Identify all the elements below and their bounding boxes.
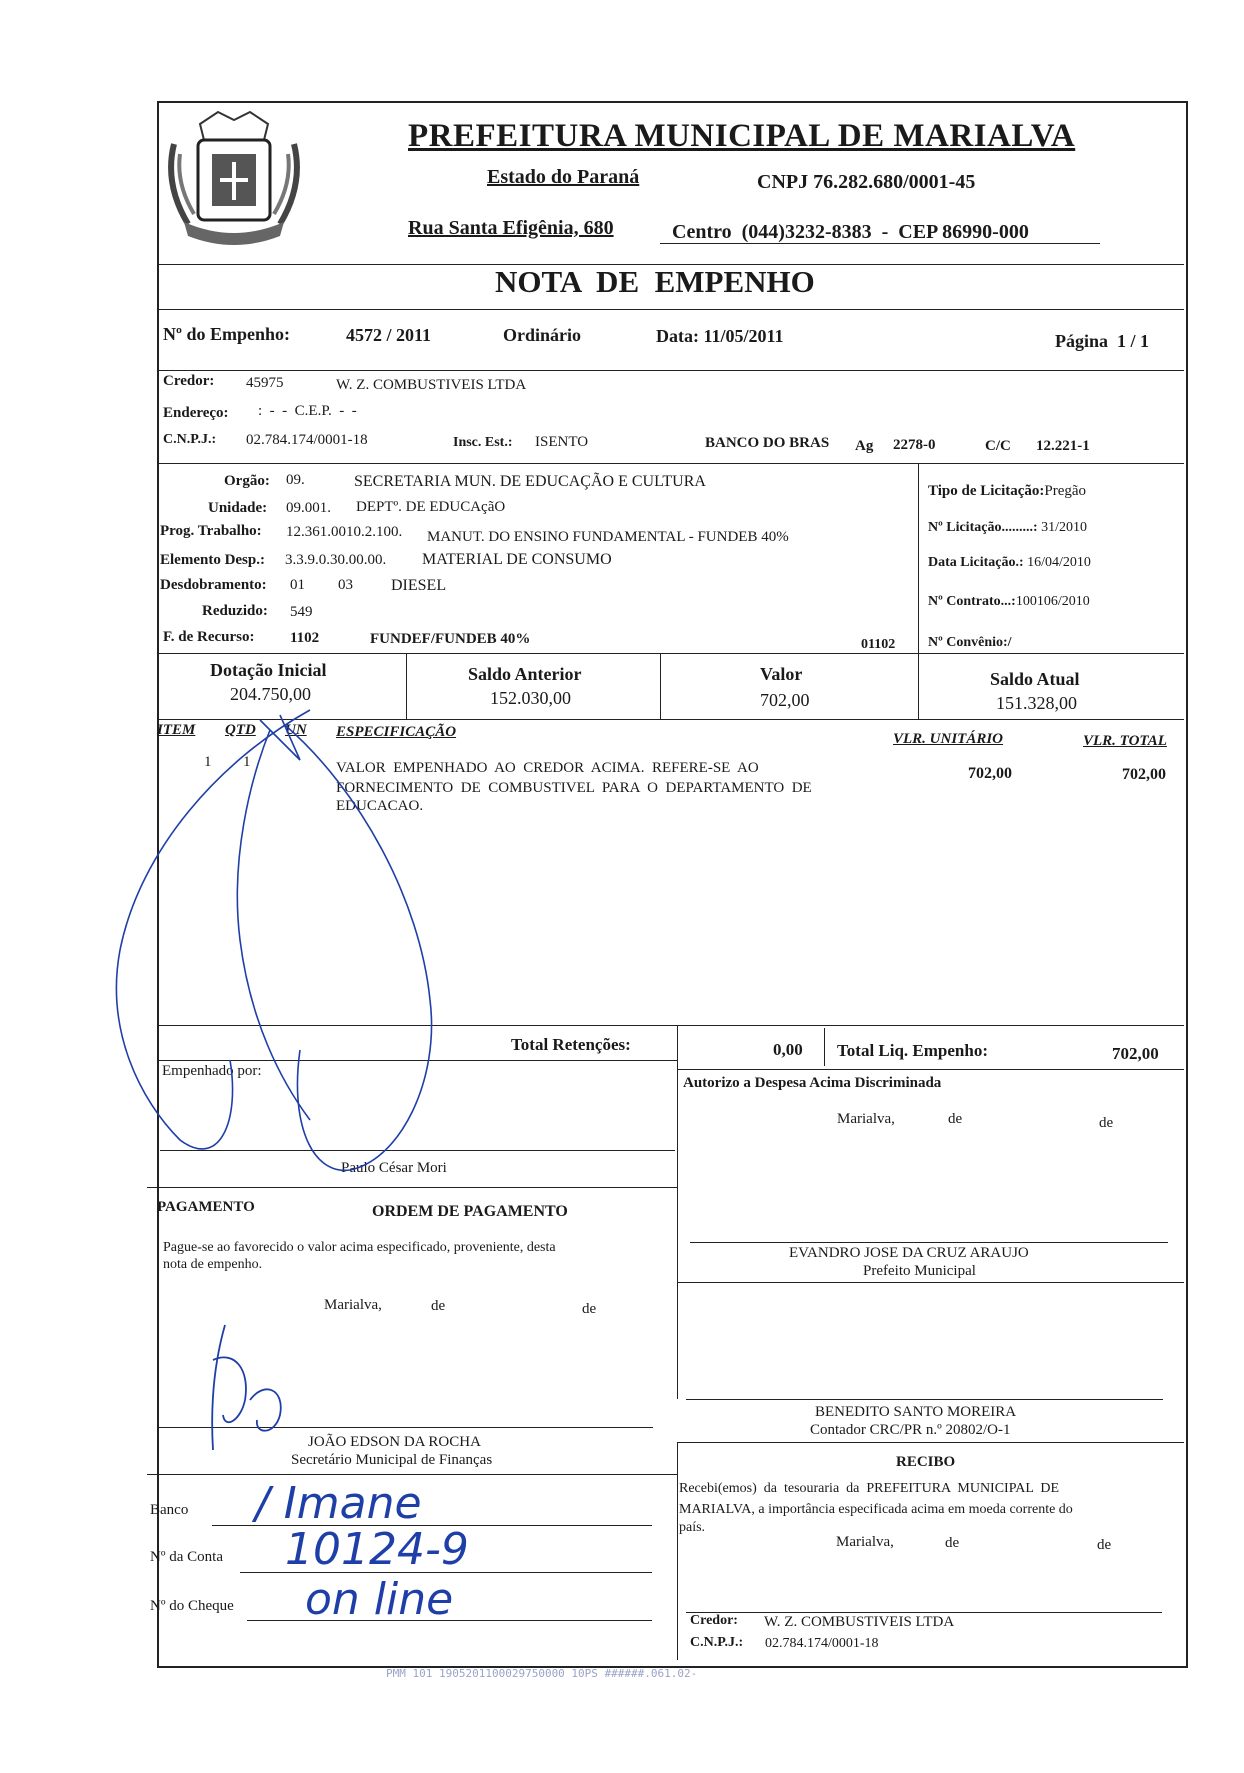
credor-name: W. Z. COMBUSTIVEIS LTDA	[336, 377, 527, 393]
total-retencoes-value: 0,00	[773, 1040, 803, 1059]
reduzido-value: 549	[290, 604, 313, 620]
licitacao-type: Tipo de Licitação:Pregão	[928, 483, 1087, 499]
insc-label: Insc. Est.:	[453, 435, 513, 450]
saldo-atual-value: 151.328,00	[996, 693, 1077, 713]
cnpj-label: C.N.P.J.:	[163, 432, 217, 447]
divider	[677, 1025, 678, 1069]
page-number: Página 1 / 1	[1055, 331, 1150, 351]
divider	[677, 1442, 1184, 1443]
empenho-type: Ordinário	[503, 325, 582, 345]
desdobramento-b: 03	[338, 577, 353, 593]
recibo-cnpj-value: 02.784.174/0001-18	[765, 1636, 879, 1651]
document-title: NOTA DE EMPENHO	[495, 264, 815, 299]
row-spec-line3: EDUCACAO.	[336, 798, 424, 814]
contador-name: BENEDITO SANTO MOREIRA	[815, 1404, 1017, 1420]
saldo-atual-label: Saldo Atual	[990, 669, 1080, 689]
banco-handwritten: / Imane	[255, 1478, 422, 1529]
convenio-number: Nº Convênio:/	[928, 635, 1012, 650]
recibo-text-2: MARIALVA, a importância especificada acima em moeda corrente do	[679, 1502, 1073, 1517]
licitacao-date: Data Licitação.: 16/04/2010	[928, 555, 1091, 570]
saldo-anterior-value: 152.030,00	[490, 688, 571, 708]
header-district-phone: Centro (044)3232-8383 - CEP 86990-000	[672, 221, 1029, 243]
row-total: 702,00	[1122, 766, 1166, 783]
prefeito-role: Prefeito Municipal	[863, 1263, 976, 1279]
divider	[157, 463, 1184, 464]
col-un: UN	[285, 722, 307, 738]
divider	[677, 1069, 678, 1399]
total-liquido-value: 702,00	[1112, 1044, 1159, 1063]
address-value: : - - C.E.P. - -	[258, 403, 357, 419]
pagamento-text-1: Pague-se ao favorecido o valor acima especificado, proveniente, desta	[163, 1240, 556, 1255]
secretario-name: JOÃO EDSON DA ROCHA	[308, 1434, 481, 1450]
agency-value: 2278-0	[893, 437, 936, 453]
handwritten-signature-oval	[100, 700, 480, 1200]
credor-label: Credor:	[163, 373, 215, 389]
recibo-label: RECIBO	[896, 1454, 956, 1470]
autorizo-place: Marialva,	[837, 1111, 895, 1127]
header-address: Rua Santa Efigênia, 680	[408, 217, 614, 239]
pagamento-de1: de	[431, 1298, 446, 1314]
recibo-text-1: Recebi(emos) da tesouraria da PREFEITURA MUNICIPAL DE	[679, 1481, 1060, 1496]
contract-number: Nº Contrato...:100106/2010	[928, 594, 1090, 609]
pagamento-de2: de	[582, 1301, 597, 1317]
orgao-code: 09.	[286, 472, 305, 488]
account-value: 12.221-1	[1036, 438, 1090, 454]
municipal-coat-of-arms	[160, 104, 308, 254]
divider	[677, 1069, 1184, 1070]
recibo-place: Marialva,	[836, 1534, 894, 1550]
pagamento-place: Marialva,	[324, 1297, 382, 1313]
divider	[157, 309, 1184, 310]
elemento-label: Elemento Desp.:	[160, 552, 265, 568]
col-item: ITEM	[157, 722, 196, 738]
empenho-number: 4572 / 2011	[346, 325, 432, 345]
unidade-label: Unidade:	[208, 500, 268, 516]
valor-label: Valor	[760, 664, 803, 684]
cheque-label: Nº do Cheque	[150, 1598, 234, 1614]
dotacao-label: Dotação Inicial	[210, 660, 327, 680]
orgao-label: Orgão:	[224, 473, 270, 489]
reduzido-label: Reduzido:	[202, 603, 268, 619]
prog-name: MANUT. DO ENSINO FUNDAMENTAL - FUNDEB 40%	[427, 529, 789, 545]
col-unit-price: VLR. UNITÁRIO	[893, 731, 1004, 747]
col-spec: ESPECIFICAÇÃO	[336, 724, 457, 740]
recibo-de2: de	[1097, 1537, 1112, 1553]
total-liquido-label: Total Liq. Empenho:	[837, 1041, 988, 1060]
unidade-code: 09.001.	[286, 500, 331, 516]
elemento-name: MATERIAL DE CONSUMO	[422, 551, 612, 568]
divider	[660, 653, 661, 719]
signature-line	[690, 1242, 1168, 1243]
secretario-role: Secretário Municipal de Finanças	[291, 1452, 493, 1468]
saldo-anterior-label: Saldo Anterior	[468, 664, 582, 684]
empenhado-label: Empenhado por:	[162, 1063, 262, 1079]
recibo-text-3: país.	[679, 1520, 706, 1535]
autorizo-label: Autorizo a Despesa Acima Discriminada	[683, 1075, 942, 1091]
pagamento-label: PAGAMENTO	[157, 1199, 255, 1215]
cheque-line	[247, 1620, 652, 1621]
bank-name: BANCO DO BRAS	[705, 435, 830, 451]
row-qtd: 1	[243, 754, 251, 770]
prefeito-name: EVANDRO JOSE DA CRUZ ARAUJO	[789, 1245, 1029, 1261]
pagamento-text-2: nota de empenho.	[163, 1257, 263, 1272]
divider	[824, 1028, 825, 1066]
credor-code: 45975	[246, 375, 284, 391]
elemento-code: 3.3.9.0.30.00.00.	[285, 552, 387, 568]
recibo-cnpj-label: C.N.P.J.:	[690, 1635, 744, 1650]
empenho-number-label: Nº do Empenho:	[163, 324, 290, 344]
divider	[660, 243, 1100, 244]
autorizo-de1: de	[948, 1111, 963, 1127]
divider	[677, 1282, 1184, 1283]
conta-label: Nº da Conta	[150, 1549, 223, 1565]
dotacao-value: 204.750,00	[230, 684, 311, 704]
fonte-code: 1102	[290, 630, 320, 646]
prog-code: 12.361.0010.2.100.	[286, 524, 403, 540]
conta-line	[240, 1572, 652, 1573]
col-total: VLR. TOTAL	[1083, 733, 1167, 749]
divider	[157, 653, 1184, 654]
row-spec-line2: FORNECIMENTO DE COMBUSTIVEL PARA O DEPARTAMENTO DE	[336, 780, 812, 796]
banco-label: Banco	[150, 1502, 189, 1518]
fonte-code2: 01102	[861, 637, 896, 652]
divider	[147, 1474, 677, 1475]
conta-handwritten: 10124-9	[285, 1524, 469, 1575]
recibo-credor-value: W. Z. COMBUSTIVEIS LTDA	[764, 1614, 955, 1630]
footer-code: PMM 101 1905201100029750000 10PS ######.061.02-	[386, 1667, 698, 1680]
autorizo-de2: de	[1099, 1115, 1114, 1131]
divider	[918, 463, 919, 661]
licitacao-number: Nº Licitação.........: 31/2010	[928, 520, 1087, 535]
valor-value: 702,00	[760, 690, 810, 710]
cheque-handwritten: on line	[305, 1574, 454, 1625]
unidade-name: DEPTº. DE EDUCAçãO	[356, 499, 506, 515]
fonte-name: FUNDEF/FUNDEB 40%	[370, 631, 531, 647]
signature-line	[686, 1399, 1163, 1400]
header-title: PREFEITURA MUNICIPAL DE MARIALVA	[408, 118, 1076, 154]
signature-line	[686, 1612, 1162, 1613]
divider	[157, 370, 1184, 371]
orgao-name: SECRETARIA MUN. DE EDUCAÇÃO E CULTURA	[354, 473, 706, 490]
desdobramento-a: 01	[290, 577, 305, 593]
cnpj-value: 02.784.174/0001-18	[246, 432, 368, 448]
address-label: Endereço:	[163, 405, 229, 421]
divider	[918, 653, 919, 719]
header-state: Estado do Paraná	[487, 166, 640, 188]
row-spec-line1: VALOR EMPENHADO AO CREDOR ACIMA. REFERE-SE AO	[336, 760, 759, 776]
fonte-label: F. de Recurso:	[163, 629, 255, 645]
account-label: C/C	[985, 438, 1011, 454]
insc-value: ISENTO	[535, 434, 589, 450]
agency-label: Ag	[855, 438, 874, 454]
recibo-de1: de	[945, 1535, 960, 1551]
empenho-date: Data: 11/05/2011	[656, 326, 784, 346]
handwritten-signature-pagamento	[195, 1320, 305, 1460]
desdobramento-name: DIESEL	[391, 577, 447, 594]
header-cnpj: CNPJ 76.282.680/0001-45	[757, 171, 976, 193]
contador-role: Contador CRC/PR n.º 20802/O-1	[810, 1422, 1011, 1438]
col-qtd: QTD	[225, 722, 256, 738]
recibo-credor-label: Credor:	[690, 1613, 738, 1628]
prog-label: Prog. Trabalho:	[160, 523, 262, 539]
ordem-pagamento-label: ORDEM DE PAGAMENTO	[372, 1203, 568, 1220]
total-retencoes-label: Total Retenções:	[511, 1035, 631, 1054]
row-item: 1	[204, 754, 212, 770]
empenhado-signer: Paulo César Mori	[341, 1160, 447, 1176]
divider	[677, 1442, 678, 1660]
desdobramento-label: Desdobramento:	[160, 577, 267, 593]
row-unit-price: 702,00	[968, 765, 1012, 782]
